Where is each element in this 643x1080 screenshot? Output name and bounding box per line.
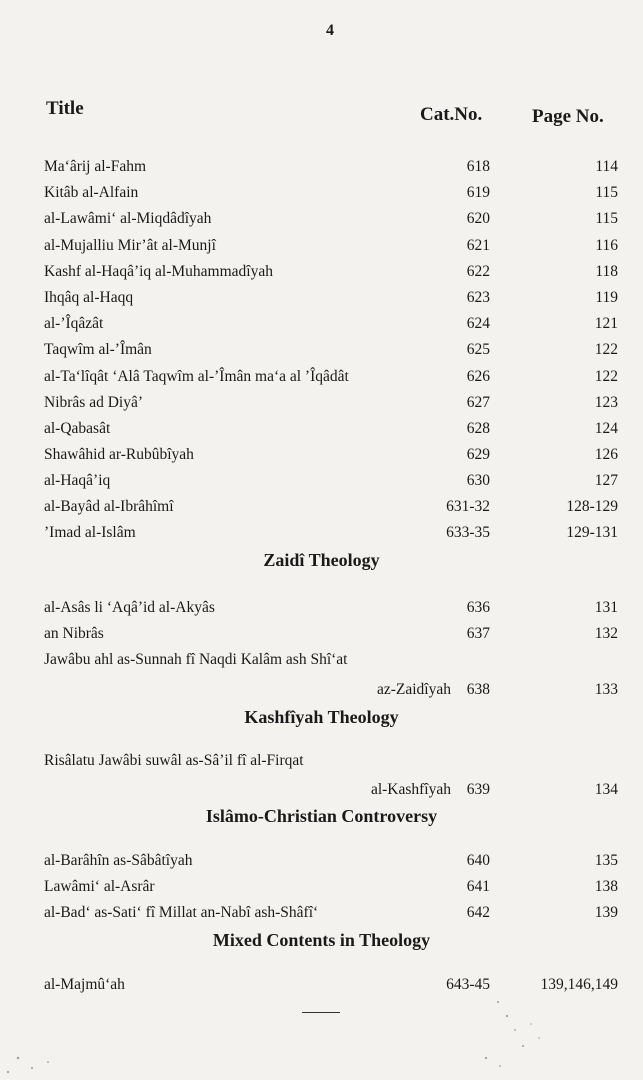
entry-cat-no: 625	[466, 341, 490, 358]
entry-cat-no: 621	[466, 237, 490, 254]
entry-title: Kitâb al-Alfain	[44, 184, 139, 201]
entry-page-no: 122	[594, 368, 618, 385]
entry-cat-no: 624	[466, 315, 490, 332]
entry-page-no: 121	[594, 315, 618, 332]
entry-title: al-Bad‘ as-Sati‘ fî Millat an-Nabî ash-Shâfî‘	[44, 904, 319, 921]
entry-page-no: 114	[595, 158, 618, 175]
entry-title: Taqwîm al-’Îmân	[44, 341, 152, 358]
page-number: 4	[326, 22, 334, 39]
entry-page-no: 139,146,149	[540, 976, 618, 993]
entry-cat-no: 622	[466, 263, 490, 280]
entry-title: al-Asâs li ‘Aqâ’id al-Akyâs	[44, 599, 215, 616]
entry-page-no: 124	[594, 420, 618, 437]
entry-title: al-Majmû‘ah	[44, 976, 125, 993]
entry-title: al-Qabasât	[44, 420, 111, 437]
entry-title: al-’Îqâzât	[44, 315, 104, 332]
entry-cat-no: 642	[466, 904, 490, 921]
entry-cat-no: 618	[466, 158, 490, 175]
entry-title: Risâlatu Jawâbi suwâl as-Sâ’il fî al-Firqat	[44, 752, 304, 769]
entry-title: al-Kashfîyah	[370, 781, 451, 798]
entry-cat-no: 631-32	[446, 498, 490, 515]
entry-title: al-Lawâmi‘ al-Miqdâdîyah	[44, 210, 212, 227]
entry-cat-no: 639	[466, 781, 490, 798]
entry-title: az-Zaidîyah	[376, 681, 451, 698]
page-no-column-header: Page No.	[532, 106, 604, 127]
entry-cat-no: 629	[466, 446, 490, 463]
entry-cat-no: 638	[466, 681, 490, 698]
entry-page-no: 128-129	[566, 498, 618, 515]
entry-page-no: 131	[594, 599, 618, 616]
entry-page-no: 127	[594, 472, 618, 489]
entry-page-no: 132	[594, 625, 618, 642]
entry-page-no: 126	[594, 446, 618, 463]
entry-title: al-Barâhîn as-Sâbâtîyah	[44, 852, 193, 869]
entry-cat-no: 641	[466, 878, 490, 895]
entry-cat-no: 619	[466, 184, 490, 201]
entry-page-no: 138	[594, 878, 618, 895]
entry-cat-no: 640	[466, 852, 490, 869]
entry-title: al-Mujalliu Mir’ât al-Munjî	[44, 237, 216, 254]
entry-page-no: 129-131	[566, 524, 618, 541]
entry-page-no: 123	[594, 394, 618, 411]
entry-title: Jawâbu ahl as-Sunnah fî Naqdi Kalâm ash Shî‘at	[44, 651, 348, 668]
entry-title: al-Ta‘lîqât ‘Alâ Taqwîm al-’Îmân ma‘a al ’Îqâdât	[44, 368, 349, 385]
entry-title: Lawâmi‘ al-Asrâr	[44, 878, 155, 895]
entry-page-no: 133	[594, 681, 618, 698]
entry-cat-no: 643-45	[446, 976, 490, 993]
entry-title: Ihqâq al-Haqq	[44, 289, 134, 306]
entry-title: an Nibrâs	[44, 625, 104, 642]
entry-title: ’Imad al-Islâm	[44, 524, 136, 541]
entry-cat-no: 628	[466, 420, 490, 437]
entry-title: al-Haqâ’iq	[44, 472, 111, 489]
entry-page-no: 135	[594, 852, 618, 869]
entry-cat-no: 626	[466, 368, 490, 385]
cat-no-column-header: Cat.No.	[420, 104, 483, 125]
entry-page-no: 115	[595, 210, 618, 227]
entry-title: Shawâhid ar-Rubûbîyah	[44, 446, 194, 463]
entry-cat-no: 637	[466, 625, 490, 642]
section-heading-kashfiyah: Kashfîyah Theology	[244, 707, 399, 727]
section-heading-islamo-christian: Islâmo-Christian Controversy	[205, 806, 438, 826]
entry-cat-no: 630	[466, 472, 490, 489]
entry-page-no: 139	[594, 904, 618, 921]
entry-page-no: 118	[595, 263, 618, 280]
entry-title: Kashf al-Haqâ’iq al-Muhammadîyah	[44, 263, 273, 280]
entry-cat-no: 636	[466, 599, 490, 616]
entry-title: Ma‘ârij al-Fahm	[44, 158, 147, 175]
entry-cat-no: 620	[466, 210, 490, 227]
entry-page-no: 134	[594, 781, 618, 798]
entry-cat-no: 623	[466, 289, 490, 306]
entry-title: Nibrâs ad Diyâ’	[44, 394, 143, 411]
title-column-header: Title	[46, 98, 84, 119]
entry-title: al-Bayâd al-Ibrâhîmî	[44, 498, 174, 515]
entry-page-no: 115	[595, 184, 618, 201]
section-heading-zaidi: Zaidî Theology	[263, 550, 380, 570]
entry-page-no: 119	[595, 289, 618, 306]
entry-cat-no: 633-35	[446, 524, 490, 541]
section-heading-mixed-contents: Mixed Contents in Theology	[212, 930, 431, 950]
entry-page-no: 122	[594, 341, 618, 358]
entry-page-no: 116	[595, 237, 618, 254]
entry-cat-no: 627	[466, 394, 490, 411]
